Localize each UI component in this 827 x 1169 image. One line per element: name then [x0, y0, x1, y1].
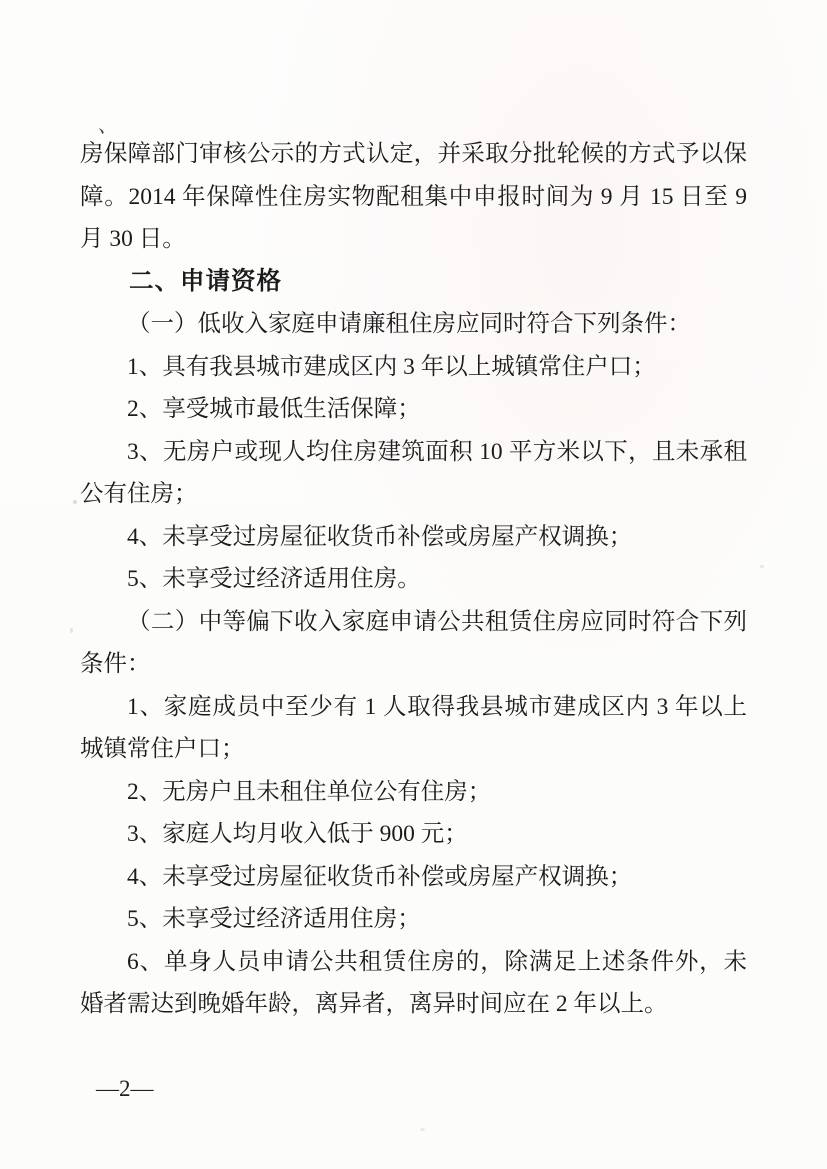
stray-scan-mark: 、: [97, 114, 121, 140]
document-body: [80, 133, 747, 1026]
subsection-2-title: （二）中等偏下收入家庭申请公共租赁住房应同时符合下列条件：: [80, 608, 747, 677]
section-heading: 二、申请资格: [129, 267, 282, 295]
subsection-1-item-5: 5、未享受过经济适用住房。: [127, 566, 421, 592]
subsection-1-item-2: 2、享受城市最低生活保障；: [127, 396, 421, 422]
subsection-1-item-3: 3、无房户或现人均住房建筑面积 10 平方米以下，且未承租公有住房；: [80, 438, 747, 507]
subsection-1-title: （一）低收入家庭申请廉租住房应同时符合下列条件：: [127, 311, 691, 337]
subsection-2-item-5: 5、未享受过经济适用住房；: [127, 906, 421, 932]
subsection-2-item-4: 4、未享受过房屋征收货币补偿或房屋产权调换；: [127, 863, 633, 890]
scan-speckle: [760, 565, 764, 568]
page-number: —2—: [96, 1076, 154, 1101]
scan-speckle: [73, 500, 77, 504]
scan-speckle: [420, 1128, 425, 1131]
subsection-2-item-1: 1、家庭成员中至少有 1 人取得我县城市建成区内 3 年以上城镇常住户口；: [80, 693, 747, 762]
subsection-2-item-6: 6、单身人员申请公共租赁住房的，除满足上述条件外，未婚者需达到晚婚年龄，离异者，离异时间应在 2 年以上。: [80, 948, 747, 1017]
subsection-1-item-4: 4、未享受过房屋征收货币补偿或房屋产权调换；: [127, 523, 633, 550]
subsection-2-item-2: 2、无房户且未租住单位公有住房；: [127, 778, 492, 805]
subsection-2-item-3: 3、家庭人均月收入低于 900 元；: [127, 821, 468, 847]
scan-speckle: [70, 628, 73, 633]
subsection-1-item-1: 1、具有我县城市建成区内 3 年以上城镇常住户口；: [127, 353, 656, 380]
paragraph-continuation: 房保障部门审核公示的方式认定，并采取分批轮候的方式予以保障。2014 年保障性住房实物配租集中申报时间为 9 月 15 日至 9 月 30 日。: [80, 141, 747, 252]
